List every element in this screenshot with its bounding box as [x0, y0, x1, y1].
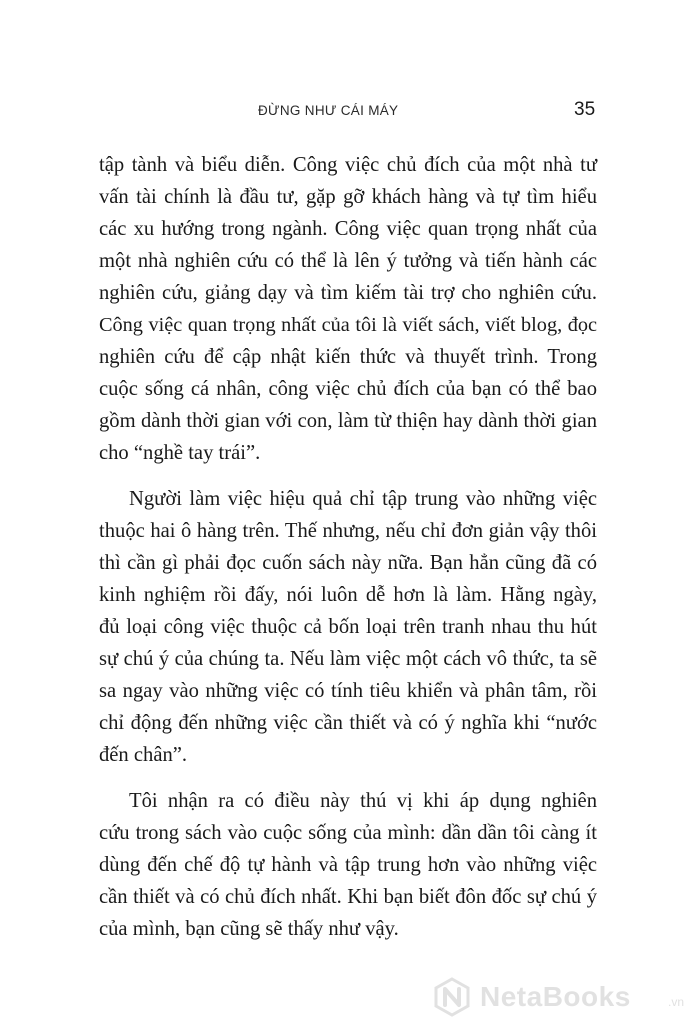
text-line: nghiên cứu để cập nhật kiến thức và thuyết trình. Trong [99, 346, 597, 368]
text-line: sa ngay vào những việc có tính tiêu khiển và phân tâm, rồi [99, 680, 597, 702]
body-text [99, 149, 597, 945]
text-line: thì cần gì phải đọc cuốn sách này nữa. Bạn hẳn cũng đã có [99, 552, 597, 574]
text-line: dùng đến chế độ tự hành và tập trung hơn vào những việc [99, 854, 597, 876]
text-line: của mình, bạn cũng sẽ thấy như vậy. [99, 918, 399, 940]
text-line: một nhà nghiên cứu có thể là lên ý tưởng và tiến hành các [99, 250, 597, 272]
text-line: đủ loại công việc thuộc cả bốn loại trên tranh nhau thu hút [99, 616, 597, 638]
text-line: Tôi nhận ra có điều này thú vị khi áp dụng nghiên [129, 790, 597, 812]
text-line: gồm dành thời gian với con, làm từ thiện hay dành thời gian [99, 410, 597, 432]
watermark [432, 975, 694, 1023]
text-line: Người làm việc hiệu quả chỉ tập trung vào những việc [129, 488, 597, 510]
text-line: nghiên cứu, giảng dạy và tìm kiếm tài trợ cho nghiên cứu. [99, 282, 597, 304]
page-header [0, 101, 700, 125]
paragraph-3 [99, 785, 597, 945]
text-line: đến chân”. [99, 744, 188, 766]
text-line: vấn tài chính là đầu tư, gặp gỡ khách hàng và tự tìm hiểu [99, 186, 597, 208]
watermark-brand: NetaBooks [480, 981, 631, 1012]
paragraph-1 [99, 149, 597, 469]
paragraph-2 [99, 483, 597, 771]
text-line: sự chú ý của chúng ta. Nếu làm việc một cách vô thức, ta sẽ [99, 648, 597, 670]
text-line: Công việc quan trọng nhất của tôi là viết sách, viết blog, đọc [99, 314, 597, 336]
text-line: tập tành và biểu diễn. Công việc chủ đích của một nhà tư [99, 154, 597, 176]
text-line: kinh nghiệm rồi đấy, nói luôn dễ hơn là làm. Hằng ngày, [99, 584, 597, 606]
netabooks-logo-icon [432, 977, 472, 1017]
text-line: cần thiết và có chủ đích nhất. Khi bạn biết đôn đốc sự chú ý [99, 886, 597, 908]
text-line: cứu trong sách vào cuộc sống của mình: dần dần tôi càng ít [99, 822, 597, 844]
text-line: chỉ động đến những việc cần thiết và có ý nghĩa khi “nước [99, 712, 597, 734]
text-line: cuộc sống cá nhân, công việc chủ đích của bạn có thể bao [99, 378, 597, 400]
text-line: thuộc hai ô hàng trên. Thế nhưng, nếu chỉ đơn giản vậy thôi [99, 520, 597, 542]
text-line: cho “nghề tay trái”. [99, 442, 261, 464]
running-title: ĐỪNG NHƯ CÁI MÁY [258, 103, 399, 118]
watermark-suffix: .vn [668, 995, 685, 1009]
page-number: 35 [574, 99, 596, 120]
text-line: các xu hướng trong ngành. Công việc quan trọng nhất của [99, 218, 597, 240]
